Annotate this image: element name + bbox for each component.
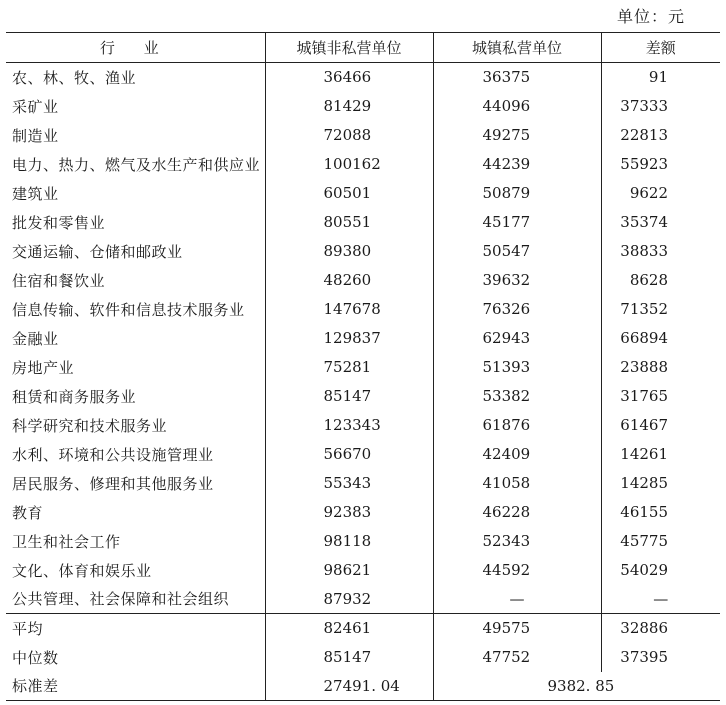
diff-value: 14261 <box>601 440 720 469</box>
diff-value: 54029 <box>601 556 720 585</box>
diff-value: 37333 <box>601 92 720 121</box>
diff-value: 45775 <box>601 527 720 556</box>
table-row <box>6 411 720 440</box>
table-row <box>6 324 720 353</box>
diff-value: 14285 <box>601 469 720 498</box>
industry-name: 租赁和商务服务业 <box>12 387 137 406</box>
table-row <box>6 92 720 121</box>
private-value: 49275 <box>433 121 601 150</box>
summary-row-std <box>6 672 720 701</box>
nonprivate-value: 129837 <box>265 324 433 353</box>
table-row <box>6 353 720 382</box>
table-row <box>6 121 720 150</box>
header-industry: 行 业 <box>99 39 171 57</box>
private-value: 44096 <box>433 92 601 121</box>
nonprivate-value: 55343 <box>265 469 433 498</box>
median-diff: 37395 <box>601 643 720 672</box>
diff-value: 46155 <box>601 498 720 527</box>
median-nonprivate: 85147 <box>265 643 433 672</box>
std-label: 标准差 <box>12 677 59 696</box>
nonprivate-value: 81429 <box>265 92 433 121</box>
private-value: — <box>433 585 601 614</box>
nonprivate-value: 60501 <box>265 179 433 208</box>
table-row <box>6 63 720 92</box>
std-private: 9382. 85 <box>433 672 720 701</box>
private-value: 42409 <box>433 440 601 469</box>
wage-table <box>6 32 720 701</box>
industry-name: 房地产业 <box>12 358 75 377</box>
nonprivate-value: 89380 <box>265 237 433 266</box>
std-nonprivate: 27491. 04 <box>265 672 433 701</box>
nonprivate-value: 98621 <box>265 556 433 585</box>
diff-value: 31765 <box>601 382 720 411</box>
industry-name: 水利、环境和公共设施管理业 <box>12 445 214 464</box>
header-row <box>6 33 720 63</box>
nonprivate-value: 48260 <box>265 266 433 295</box>
table-row <box>6 527 720 556</box>
diff-value: 66894 <box>601 324 720 353</box>
median-private: 47752 <box>433 643 601 672</box>
private-value: 44239 <box>433 150 601 179</box>
mean-private: 49575 <box>433 614 601 643</box>
table-row <box>6 382 720 411</box>
private-value: 41058 <box>433 469 601 498</box>
industry-name: 住宿和餐饮业 <box>12 271 106 290</box>
private-value: 62943 <box>433 324 601 353</box>
private-value: 76326 <box>433 295 601 324</box>
private-value: 61876 <box>433 411 601 440</box>
table-row <box>6 440 720 469</box>
table-row <box>6 295 720 324</box>
industry-name: 科学研究和技术服务业 <box>12 416 168 435</box>
nonprivate-value: 87932 <box>265 585 433 614</box>
diff-value: — <box>601 585 720 614</box>
summary-row-median <box>6 643 720 672</box>
industry-name: 交通运输、仓储和邮政业 <box>12 242 183 261</box>
private-value: 39632 <box>433 266 601 295</box>
header-diff: 差额 <box>601 33 720 63</box>
summary-body <box>6 614 720 701</box>
industry-name: 批发和零售业 <box>12 213 106 232</box>
nonprivate-value: 123343 <box>265 411 433 440</box>
nonprivate-value: 80551 <box>265 208 433 237</box>
mean-label: 平均 <box>12 619 44 638</box>
industry-name: 采矿业 <box>12 97 59 116</box>
table-row <box>6 585 720 614</box>
industry-name: 制造业 <box>12 126 59 145</box>
private-value: 50547 <box>433 237 601 266</box>
private-value: 36375 <box>433 63 601 92</box>
industry-name: 建筑业 <box>12 184 59 203</box>
industry-name: 文化、体育和娱乐业 <box>12 561 152 580</box>
diff-value: 23888 <box>601 353 720 382</box>
nonprivate-value: 147678 <box>265 295 433 324</box>
private-value: 46228 <box>433 498 601 527</box>
industry-name: 教育 <box>12 503 44 522</box>
nonprivate-value: 100162 <box>265 150 433 179</box>
private-value: 51393 <box>433 353 601 382</box>
nonprivate-value: 98118 <box>265 527 433 556</box>
diff-value: 35374 <box>601 208 720 237</box>
table-row <box>6 469 720 498</box>
table-row <box>6 266 720 295</box>
private-value: 45177 <box>433 208 601 237</box>
nonprivate-value: 72088 <box>265 121 433 150</box>
diff-value: 8628 <box>601 266 720 295</box>
nonprivate-value: 36466 <box>265 63 433 92</box>
private-value: 52343 <box>433 527 601 556</box>
industry-name: 金融业 <box>12 329 59 348</box>
industry-name: 信息传输、软件和信息技术服务业 <box>12 300 245 319</box>
header-private: 城镇私营单位 <box>433 33 601 63</box>
table-row <box>6 556 720 585</box>
diff-value: 71352 <box>601 295 720 324</box>
private-value: 44592 <box>433 556 601 585</box>
private-value: 53382 <box>433 382 601 411</box>
median-label: 中位数 <box>12 648 59 667</box>
nonprivate-value: 92383 <box>265 498 433 527</box>
table-row <box>6 179 720 208</box>
industry-name: 电力、热力、燃气及水生产和供应业 <box>12 155 261 174</box>
diff-value: 22813 <box>601 121 720 150</box>
mean-nonprivate: 82461 <box>265 614 433 643</box>
industry-name: 卫生和社会工作 <box>12 532 121 551</box>
nonprivate-value: 85147 <box>265 382 433 411</box>
diff-value: 55923 <box>601 150 720 179</box>
diff-value: 61467 <box>601 411 720 440</box>
mean-diff: 32886 <box>601 614 720 643</box>
nonprivate-value: 56670 <box>265 440 433 469</box>
industry-name: 公共管理、社会保障和社会组织 <box>12 590 230 609</box>
table-row <box>6 208 720 237</box>
industry-name: 农、林、牧、渔业 <box>12 68 137 87</box>
table-row <box>6 150 720 179</box>
unit-label: 单位：元 <box>616 7 685 26</box>
diff-value: 9622 <box>601 179 720 208</box>
table-row <box>6 498 720 527</box>
diff-value: 38833 <box>601 237 720 266</box>
header-nonprivate: 城镇非私营单位 <box>265 33 433 63</box>
summary-row-mean <box>6 614 720 643</box>
private-value: 50879 <box>433 179 601 208</box>
nonprivate-value: 75281 <box>265 353 433 382</box>
industry-name: 居民服务、修理和其他服务业 <box>12 474 214 493</box>
table-row <box>6 237 720 266</box>
diff-value: 91 <box>601 63 720 92</box>
table-body <box>6 63 720 614</box>
